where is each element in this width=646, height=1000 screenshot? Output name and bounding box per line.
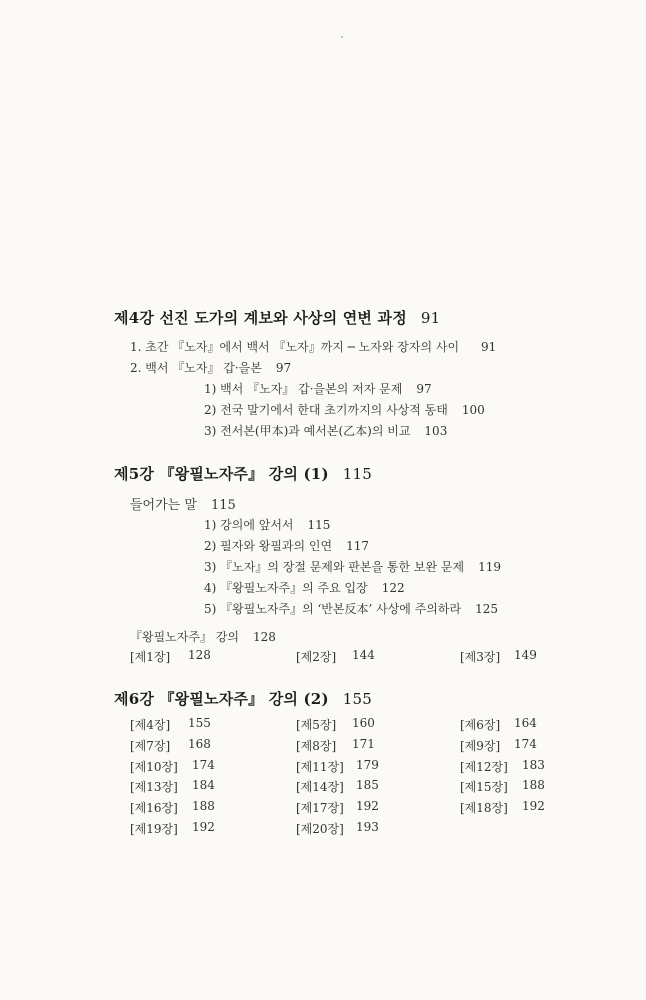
entry-page: 117 [346,539,369,553]
cell-page: 192 [522,799,545,813]
entry-text: 2) 전국 말기에서 한대 초기까지의 사상적 동태 [204,403,448,417]
cell-label: [제20장] [296,822,344,836]
chapter-cell [296,648,375,665]
chapter-cell [130,820,215,837]
cell-page: 185 [356,778,379,792]
cell-label: [제13장] [130,780,178,794]
cell-label: [제10장] [130,760,178,774]
cell-page: 192 [356,799,379,813]
cell-label: [제5장] [296,718,337,732]
entry-page: 97 [275,361,292,375]
chapter-cell [460,737,537,754]
cell-page: 179 [356,758,379,772]
chapter-title: 제4강 선진 도가의 계보와 사상의 연변 과정 [114,309,407,327]
chapter-cell [296,799,379,816]
entry-text: 4) 『왕필노자주』의 주요 입장 [204,581,368,595]
chapter-title: 제6강 『왕필노자주』 강의 (2) [114,690,329,708]
entry-text: 2) 필자와 왕필과의 인연 [204,539,333,553]
cell-page: 174 [514,737,537,751]
cell-page: 168 [188,737,211,751]
cell-page: 144 [352,648,375,662]
cell-label: [제17장] [296,801,344,815]
cell-label: [제8장] [296,739,337,753]
entry-page: 91 [481,340,497,354]
cell-page: 128 [188,648,211,662]
chapter-page: 115 [342,465,372,483]
cell-page: 171 [352,737,375,751]
toc-entry [204,558,501,575]
cell-label: [제18장] [460,801,508,815]
cell-label: [제19장] [130,822,178,836]
chapter-cell [130,737,211,754]
entry-page: 97 [416,382,432,396]
cell-label: [제4장] [130,718,171,732]
toc-entry [204,516,330,533]
chapter-cell [460,648,537,665]
toc-entry [204,537,369,554]
cell-page: 155 [188,716,211,730]
entry-text: 5) 『왕필노자주』의 ‘반본反本’ 사상에 주의하라 [204,602,462,616]
cell-label: [제12장] [460,760,508,774]
chapter-cell [296,716,375,733]
entry-page: 122 [381,581,405,595]
chapter-cell [130,648,211,665]
toc-entry [130,628,276,645]
cell-page: 174 [192,758,215,772]
entry-page: 103 [424,424,448,438]
chapter-page: 91 [420,309,441,327]
chapter-title: 제5강 『왕필노자주』 강의 (1) [114,465,329,483]
cell-page: 192 [192,820,215,834]
chapter-cell [130,716,211,733]
cell-page: 164 [514,716,537,730]
entry-page: 128 [252,630,276,644]
cell-page: 193 [356,820,379,834]
cell-label: [제2장] [296,650,337,664]
toc-entry [204,422,447,439]
chapter-cell [460,758,545,775]
entry-text: 1. 초간 『노자』에서 백서 『노자』까지 ─ 노자와 장자의 사이 [130,340,460,354]
toc-entry [130,359,291,376]
cell-page: 188 [522,778,545,792]
entry-text: 3) 『노자』의 장절 문제와 판본을 통한 보완 문제 [204,560,465,574]
cell-page: 160 [352,716,375,730]
cell-page: 149 [514,648,537,662]
entry-page: 115 [210,498,236,513]
cell-label: [제1장] [130,650,171,664]
page-speck [341,36,343,38]
toc-entry [204,600,498,617]
chapter-cell [130,799,215,816]
cell-page: 183 [522,758,545,772]
chapter-cell [460,778,545,795]
chapter-cell [460,716,537,733]
cell-label: [제7장] [130,739,171,753]
entry-text: 3) 전서본(甲本)과 예서본(乙本)의 비교 [204,424,411,438]
chapter-cell [130,758,215,775]
chapter-cell [296,758,379,775]
entry-text: 2. 백서 『노자』 갑·을본 [130,361,262,375]
chapter-heading [114,463,372,484]
toc-entry [204,401,485,418]
entry-page: 119 [478,560,501,574]
entry-text: 들어가는 말 [130,498,197,513]
cell-label: [제6장] [460,718,501,732]
cell-label: [제3장] [460,650,501,664]
entry-page: 100 [461,403,485,417]
cell-label: [제15장] [460,780,508,794]
entry-text: 1) 강의에 앞서서 [204,518,294,532]
chapter-heading [114,688,372,709]
chapter-cell [296,820,379,837]
chapter-heading [114,307,440,328]
toc-entry [130,494,236,513]
cell-label: [제9장] [460,739,501,753]
toc-entry [204,579,405,596]
chapter-cell [130,778,215,795]
chapter-page: 155 [342,690,372,708]
chapter-cell [296,778,379,795]
entry-text: 1) 백서 『노자』 갑·을본의 저자 문제 [204,382,403,396]
entry-text: 『왕필노자주』 강의 [130,630,239,644]
cell-page: 184 [192,778,215,792]
entry-page: 115 [307,518,331,532]
chapter-cell [460,799,545,816]
toc-entry [130,338,496,355]
toc-entry [204,380,432,397]
cell-label: [제16장] [130,801,178,815]
cell-label: [제14장] [296,780,344,794]
cell-label: [제11장] [296,760,344,774]
chapter-cell [296,737,375,754]
cell-page: 188 [192,799,215,813]
entry-page: 125 [475,602,498,616]
